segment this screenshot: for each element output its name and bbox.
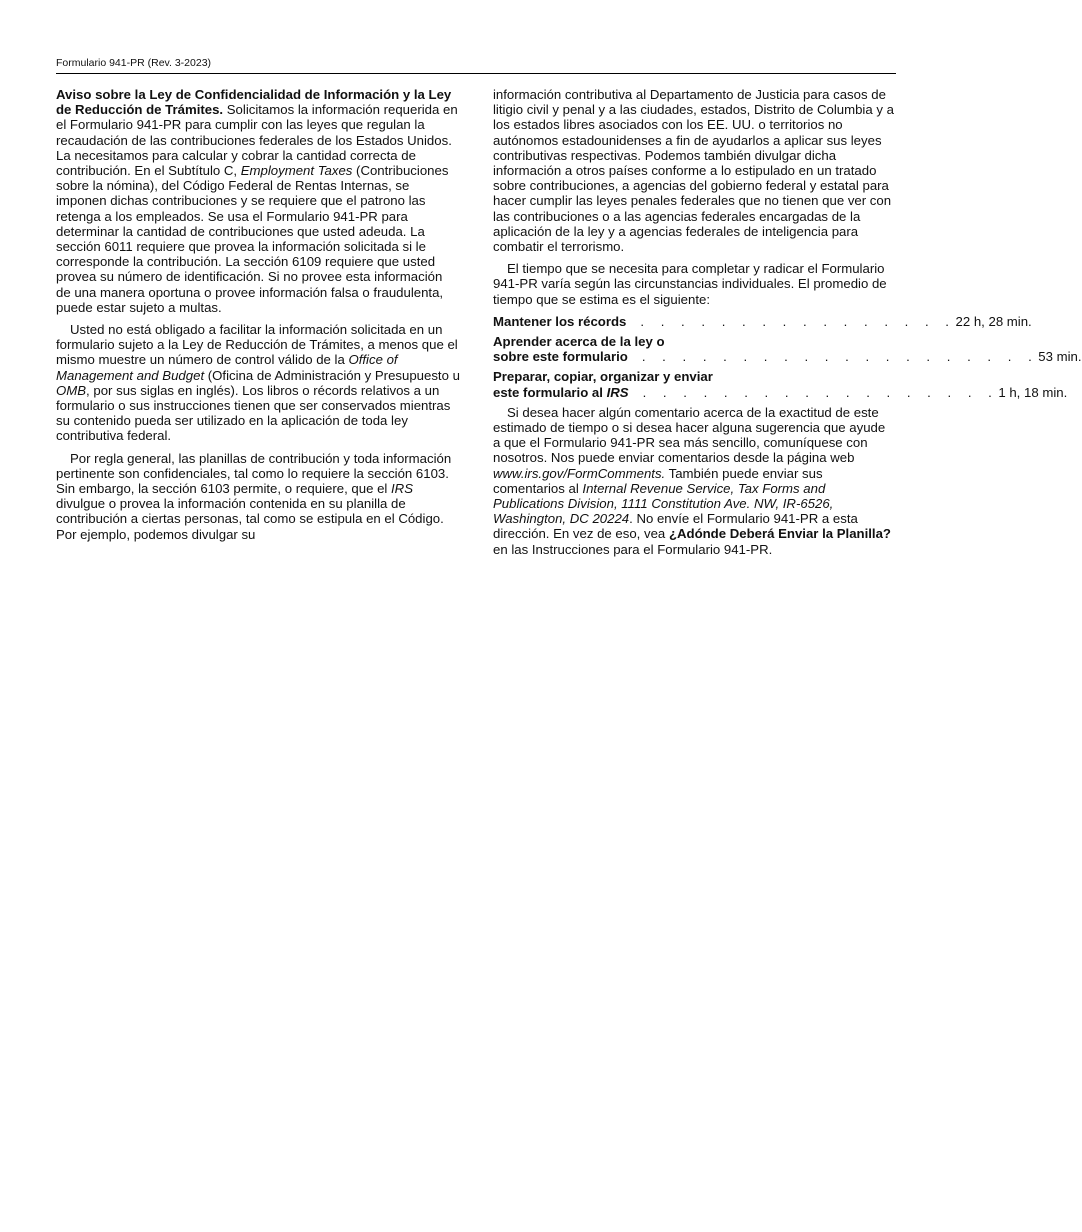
confidentiality-paragraph: Por regla general, las planillas de contribución y toda información pertinente son confidenciales, tal como lo requiere la sección 6103. Sin embargo, la sección 6103 permite, o requiere, que el IRS divulgue o provea la información contenida en su planilla de contribución a ciertas personas, tal como se estipula en el Código. Por ejemplo, podemos divulgar su	[56, 450, 452, 542]
recordkeeping-label: Mantener los récords	[493, 313, 627, 329]
time-estimate-preparing	[493, 369, 1068, 400]
irs-mailing-address: Internal Revenue Service, Tax Forms and Publications Division, 1111 Constitution Ave. NW, IR-6526, Washington, DC 20224	[493, 480, 834, 527]
privacy-act-title: Aviso sobre la Ley de Confidencialidad de Información y la Ley de Reducción de Trámites.	[56, 87, 452, 118]
comments-paragraph: Si desea hacer algún comentario acerca de la exactitud de este estimado de tiempo o si desea hacer alguna sugerencia que ayude a que el Formulario 941-PR sea más sencillo, comuníquese con nosotros. Nos puede enviar comentarios desde la página web www.irs.gov/FormComments. También puede enviar sus comentarios al Internal Revenue Service, Tax Forms and Publications Division, 1111 Constitution Ave. NW, IR-6526, Washington, DC 20224. No envíe el Formulario 941-PR a esta dirección. En vez de eso, vea ¿Adónde Deberá Enviar la Planilla? en las Instrucciones para el Formulario 941-PR.	[493, 404, 891, 557]
left-column	[56, 87, 460, 549]
preparing-value: 1 h, 18 min.	[998, 384, 1068, 400]
form-revision-label: Formulario 941-PR (Rev. 3-2023)	[56, 57, 212, 69]
recordkeeping-value: 22 h, 28 min.	[955, 313, 1032, 329]
learning-label-line1: Aprender acerca de la ley o	[493, 334, 665, 350]
irs-term: IRS	[606, 384, 629, 400]
time-estimate-recordkeeping	[493, 313, 1032, 329]
irs-term: IRS	[391, 481, 413, 497]
preparing-label-line1: Preparar, copiar, organizar y enviar	[493, 369, 713, 385]
right-column	[493, 87, 1082, 564]
paperwork-reduction-paragraph: Usted no está obligado a facilitar la información solicitada en un formulario sujeto a la Ley de Reducción de Trámites, a menos que el mismo muestre un número de control válido de la Office of Management and Budget (Oficina de Administración y Presupuesto u OMB, por sus siglas en inglés). Los libros o récords relativos a un formulario o sus instrucciones tienen que ser conservados mientras su contenido pueda ser utilizado en la aplicación de toda ley contributiva federal.	[56, 322, 460, 444]
leader-dots: . . . . . . . . . . . . . . . .	[640, 313, 956, 329]
omb-term: Office of Management and Budget	[56, 352, 398, 383]
leader-dots: . . . . . . . . . . . . . . . . . . . .	[641, 349, 1039, 365]
comments-url: www.irs.gov/FormComments.	[493, 465, 666, 481]
where-to-file-reference: ¿Adónde Deberá Enviar la Planilla?	[668, 526, 891, 542]
leader-dots: . . . . . . . . . . . . . . . . . .	[642, 384, 999, 400]
omb-abbrev: OMB	[56, 382, 87, 398]
learning-value: 53 min.	[1038, 349, 1082, 365]
learning-label-line2: sobre este formulario	[493, 349, 628, 365]
employment-taxes-term: Employment Taxes	[240, 163, 353, 179]
preparing-label-line2: este formulario al IRS	[493, 384, 629, 400]
time-estimate-learning	[493, 334, 1082, 365]
disclosure-paragraph: información contributiva al Departamento de Justicia para casos de litigio civil y penal y a las ciudades, estados, Distrito de Columbia y a los estados libres asociados con los EE. UU. o territorios no autónomos estadounidenses a fin de ayudarlos a aplicar sus leyes contributivas respectivas. Podemos también divulgar dicha información a otros países conforme a lo estipulado en un tratado sobre contribuciones, a agencias del gobierno federal y estatal para hacer cumplir las leyes penales federales que no tienen que ver con las contribuciones o a las agencias federales encargadas de la aplicación de la ley y a agencias federales de inteligencia para combatir el terrorismo.	[493, 87, 894, 255]
time-estimate-intro: El tiempo que se necesita para completar y radicar el Formulario 941-PR varía según las circunstancias individuales. El promedio de tiempo que se estima es el siguiente:	[493, 261, 887, 307]
privacy-act-paragraph: Aviso sobre la Ley de Confidencialidad de Información y la Ley de Reducción de Trámites. Solicitamos la información requerida en el Formulario 941-PR para cumplir con las leyes que regulan la recaudación de las contribuciones federales de los Estados Unidos. La necesitamos para calcular y cobrar la cantidad correcta de contribución. En el Subtítulo C, Employment Taxes (Contribuciones sobre la nómina), del Código Federal de Rentas Internas, se imponen dichas contribuciones y se requiere que el patrono las retenga a los empleados. Se usa el Formulario 941-PR para determinar la cantidad de contribuciones que usted adeuda. La sección 6011 requiere que provea la información solicitada si le corresponde la contribución. La sección 6109 requiere que usted provea su número de identificación. Si no provee esta información de una manera oportuna o provee información falsa o fraudulenta, puede estar sujeto a multas.	[56, 87, 458, 315]
page-header	[56, 56, 896, 74]
